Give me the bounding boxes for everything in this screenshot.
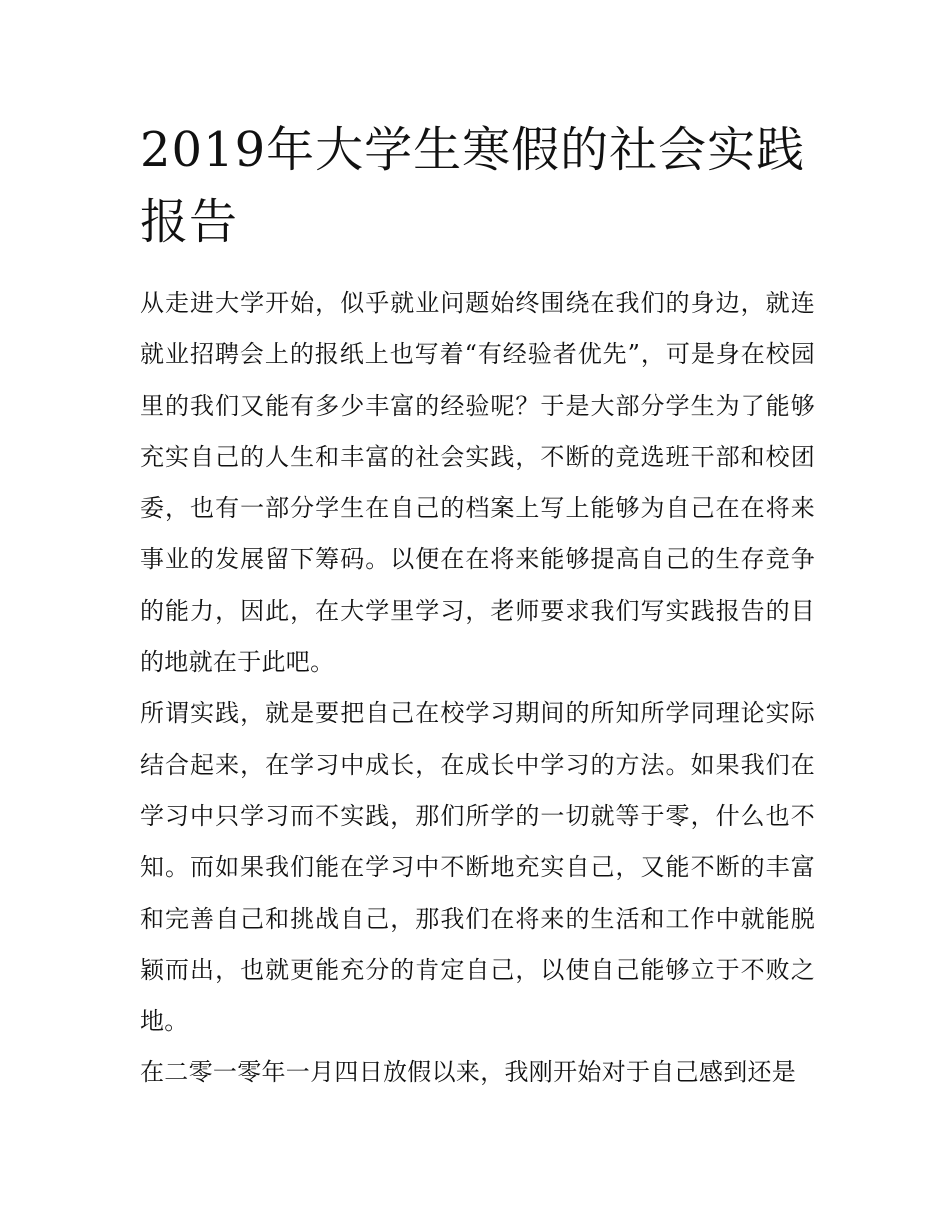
paragraph-3: 在二零一零年一月四日放假以来，我刚开始对于自己感到还是: [140, 1058, 797, 1087]
document-title: 2019年大学生寒假的社会实践报告: [140, 122, 806, 250]
paragraph-2: 所谓实践，就是要把自己在校学习期间的所知所学同理论实际结合起来，在学习中成长，在成长中学习的方法。如果我们在学习中只学习而不实践，那们所学的一切就等于零，什么也不知。而如果我们能在学习中不断地充实自己，又能不断的丰富和完善自己和挑战自己，那我们在将来的生活和工作中就能脱颖而出，也就更能充分的肯定自己，以使自己能够立于不败之地。: [140, 699, 815, 1036]
document-body: [140, 114, 815, 1099]
paragraph-1: 从走进大学开始，似乎就业问题始终围绕在我们的身边，就连就业招聘会上的报纸上也写着“有经验者优先”，可是身在校园里的我们又能有多少丰富的经验呢？于是大部分学生为了能够充实自己的人生和丰富的社会实践，不断的竞选班干部和校团委，也有一部分学生在自己的档案上写上能够为自己在在将来事业的发展留下筹码。以便在在将来能够提高自己的生存竞争的能力，因此，在大学里学习，老师要求我们写实践报告的目的地就在于此吧。: [140, 289, 815, 677]
